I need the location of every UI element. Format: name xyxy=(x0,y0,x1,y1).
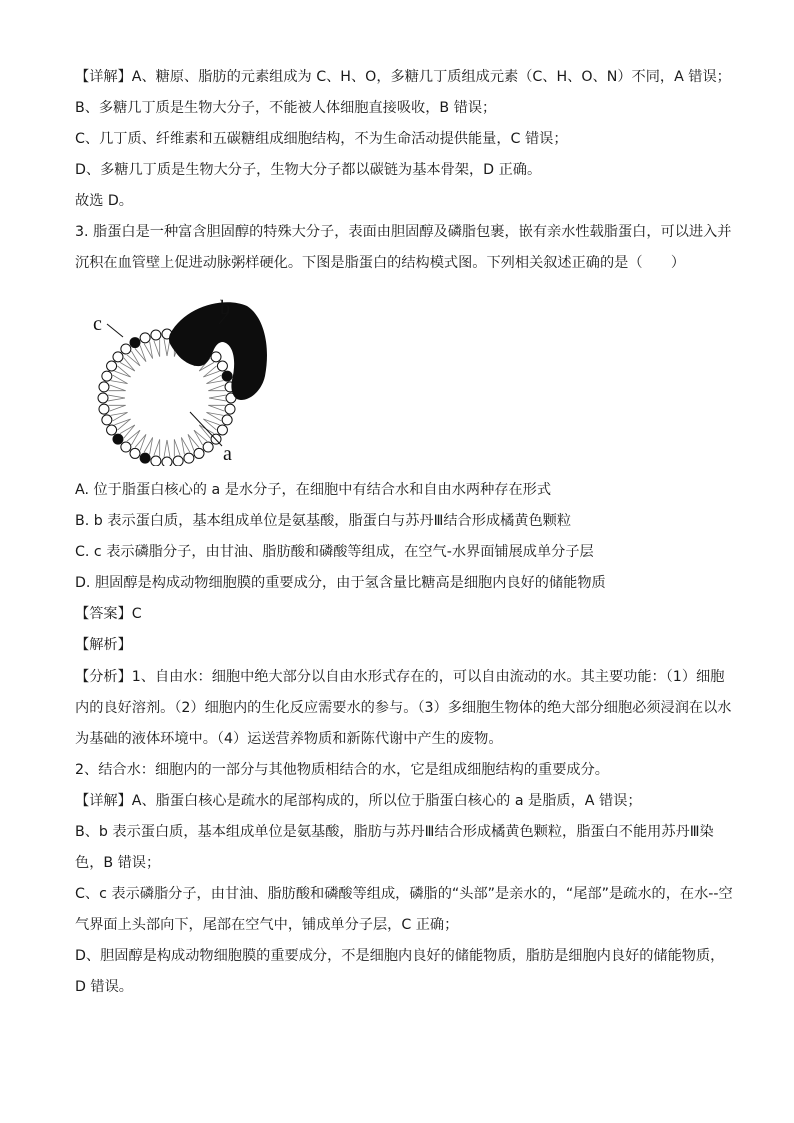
cholesterol-marker xyxy=(222,371,232,381)
phospholipid-head xyxy=(162,457,172,466)
phospholipid-head xyxy=(107,361,117,371)
analysis-line-2: 内的良好溶剂。（2）细胞内的生化反应需要水的参与。（3）多细胞生物体的绝大部分细胞必须浸润在以水 xyxy=(75,700,732,716)
text-line-1: 【详解】A、糖原、脂肪的元素组成为 C、H、O，多糖几丁质组成元素（C、H、O、N）不同，A 错误； xyxy=(75,69,731,85)
phospholipid-head xyxy=(184,453,194,463)
phospholipid-tail xyxy=(108,395,125,398)
phospholipid-head xyxy=(98,393,108,403)
phospholipid-head xyxy=(102,415,112,425)
phospholipid-tail xyxy=(209,395,226,398)
detail-line-5: 气界面上头部向下，尾部在空气中，铺成单分子层，C 正确； xyxy=(75,917,459,933)
answer-line: 【答案】C xyxy=(75,606,142,622)
phospholipid-head xyxy=(217,425,227,435)
phospholipid-head xyxy=(203,442,213,452)
question-stem-line-2: 沉积在血管壁上促进动脉粥样硬化。下图是脂蛋白的结构模式图。下列相关叙述正确的是（ ） xyxy=(75,255,686,271)
text-line-4: D、多糖几丁质是生物大分子，生物大分子都以碳链为基本骨架，D 正确。 xyxy=(75,162,542,178)
phospholipid-tail xyxy=(208,405,224,411)
phospholipid-tail xyxy=(140,345,146,361)
phospholipid-tail xyxy=(209,398,226,401)
phospholipid-tail xyxy=(154,340,160,356)
detail-line-3: 色，B 错误； xyxy=(75,855,161,871)
phospholipid-tail xyxy=(114,371,130,377)
phospholipid-head xyxy=(102,371,112,381)
phospholipid-head xyxy=(107,425,117,435)
phospholipid-head xyxy=(140,333,150,343)
analysis-line-4: 2、结合水：细胞内的一部分与其他物质相结合的水，它是组成细胞结构的重要成分。 xyxy=(75,762,609,778)
phospholipid-head xyxy=(121,344,131,354)
option-b: B. b 表示蛋白质，基本组成单位是氨基酸，脂蛋白与苏丹Ⅲ结合形成橘黄色颗粒 xyxy=(75,513,572,529)
phospholipid-tail xyxy=(154,439,160,455)
protein-b-shape xyxy=(169,302,267,400)
phospholipid-head xyxy=(99,404,109,414)
phospholipid-heads xyxy=(98,329,236,466)
detail-line-6: D、胆固醇是构成动物细胞膜的重要成分，不是细胞内良好的储能物质，脂肪是细胞内良好的储能物质， xyxy=(75,948,725,964)
analysis-heading: 【解析】 xyxy=(75,637,132,653)
analysis-line-3: 为基础的液体环境中。（4）运送营养物质和新陈代谢中产生的废物。 xyxy=(75,731,503,747)
phospholipid-tail xyxy=(188,434,194,450)
phospholipid-tail xyxy=(114,419,130,425)
question-stem-line-1: 3. 脂蛋白是一种富含胆固醇的特殊大分子，表面由胆固醇及磷脂包裹，嵌有亲水性载脂蛋白，可以进入并 xyxy=(75,224,732,240)
phospholipid-tail xyxy=(109,385,125,391)
phospholipid-head xyxy=(121,442,131,452)
phospholipid-tail xyxy=(140,434,146,450)
phospholipid-head xyxy=(225,404,235,414)
phospholipid-head xyxy=(151,330,161,340)
phospholipid-tail xyxy=(203,371,219,377)
detail-line-4: C、c 表示磷脂分子，由甘油、脂肪酸和磷酸等组成，磷脂的“头部”是亲水的，“尾部”是疏水的，在水--空 xyxy=(75,886,733,902)
label-c: c xyxy=(93,313,102,335)
text-line-5: 故选 D。 xyxy=(75,193,133,209)
cholesterol-marker xyxy=(113,434,123,444)
label-b: b xyxy=(220,297,230,319)
label-c-leader xyxy=(107,324,123,337)
phospholipid-tail xyxy=(164,339,167,356)
phospholipid-head xyxy=(99,382,109,392)
label-a: a xyxy=(223,443,232,465)
phospholipid-tail xyxy=(164,440,167,457)
phospholipid-head xyxy=(173,456,183,466)
detail-line-2: B、b 表示蛋白质，基本组成单位是氨基酸，脂肪与苏丹Ⅲ结合形成橘黄色颗粒，脂蛋白不能用苏丹Ⅲ染 xyxy=(75,824,714,840)
phospholipid-tail xyxy=(174,439,180,455)
phospholipid-tail xyxy=(203,419,219,425)
option-c: C. c 表示磷脂分子，由甘油、脂肪酸和磷酸等组成，在空气-水界面铺展成单分子层 xyxy=(75,544,594,560)
lipoprotein-diagram xyxy=(85,294,285,466)
phospholipid-tail xyxy=(208,385,224,391)
detail-line-1: 【详解】A、脂蛋白核心是疏水的尾部构成的，所以位于脂蛋白核心的 a 是脂质，A 错误； xyxy=(75,793,642,809)
phospholipid-head xyxy=(130,448,140,458)
option-d: D. 胆固醇是构成动物细胞膜的重要成分，由于氢含量比糖高是细胞内良好的储能物质 xyxy=(75,575,606,591)
text-line-3: C、几丁质、纤维素和五碳糖组成细胞结构，不为生命活动提供能量，C 错误； xyxy=(75,131,568,147)
cholesterol-marker xyxy=(130,338,140,348)
phospholipid-tail xyxy=(108,398,125,401)
phospholipid-head xyxy=(222,415,232,425)
phospholipid-head xyxy=(151,456,161,466)
option-a: A. 位于脂蛋白核心的 a 是水分子，在细胞中有结合水和自由水两种存在形式 xyxy=(75,482,552,498)
cholesterol-marker xyxy=(140,453,150,463)
phospholipid-head xyxy=(217,361,227,371)
phospholipid-head xyxy=(113,352,123,362)
phospholipid-head xyxy=(211,352,221,362)
phospholipid-tail xyxy=(167,440,170,457)
phospholipid-head xyxy=(194,448,204,458)
text-line-2: B、多糖几丁质是生物大分子，不能被人体细胞直接吸收，B 错误； xyxy=(75,100,497,116)
phospholipid-tail xyxy=(109,405,125,411)
detail-line-7: D 错误。 xyxy=(75,979,133,995)
analysis-line-1: 【分析】1、自由水：细胞中绝大部分以自由水形式存在的，可以自由流动的水。其主要功能：（1）细胞 xyxy=(75,669,725,685)
